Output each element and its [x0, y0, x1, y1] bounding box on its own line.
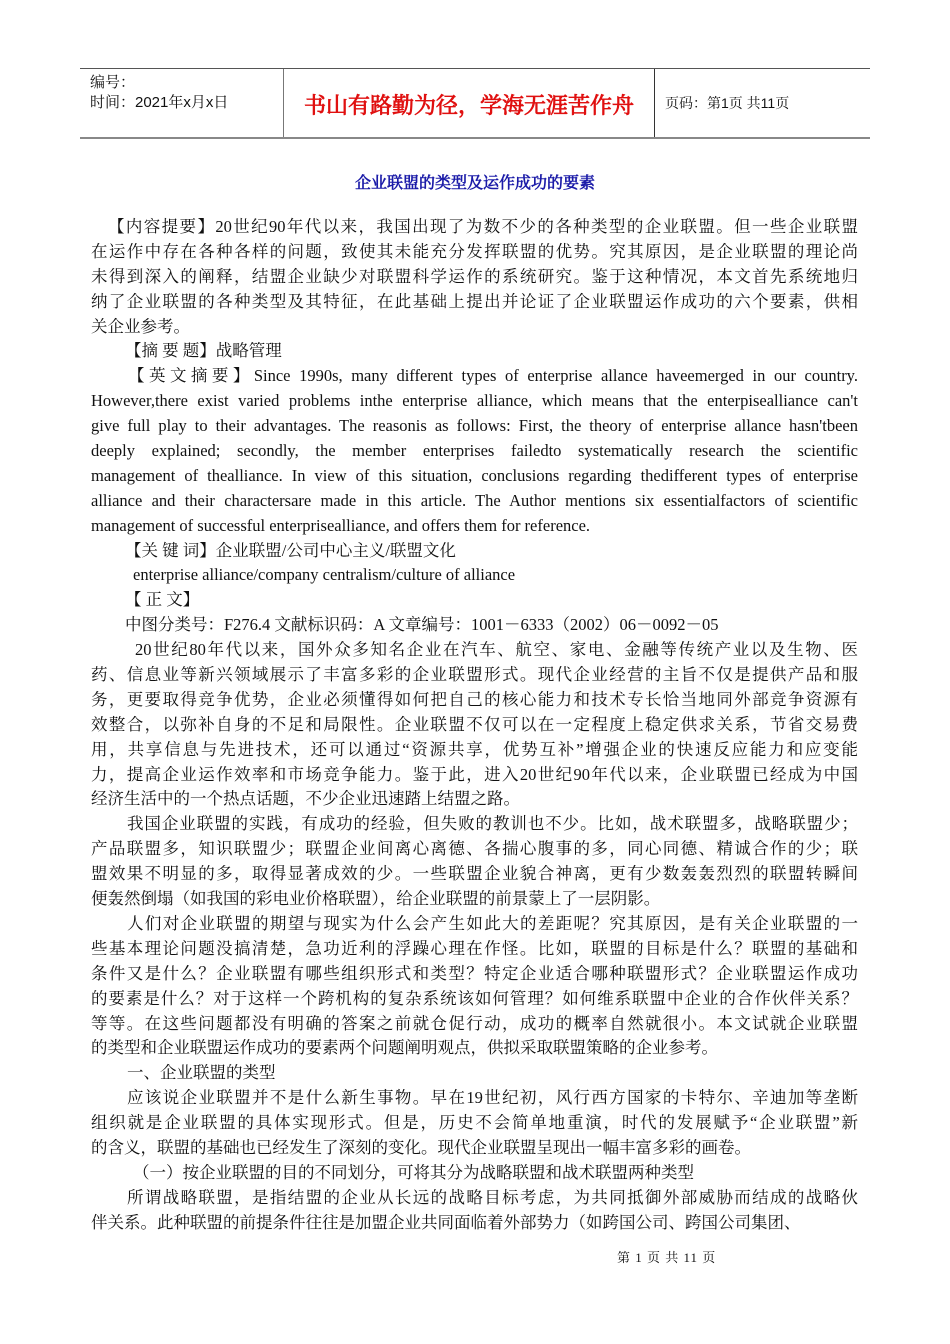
text-line: 所谓战略联盟，是指结盟的企业从长远的战略目标考虑，为共同抵御外部威胁而结成的战略伙	[127, 1187, 858, 1207]
summary-paragraph	[91, 215, 858, 339]
section-heading	[91, 1061, 858, 1086]
text-line: 便轰然倒塌（如我国的彩电业价格联盟），给企业联盟的前景蒙上了一层阴影。	[91, 889, 661, 909]
text-line: 条件又是什么？企业联盟有哪些组织形式和类型？特定企业适合哪种联盟形式？企业联盟运作成功	[91, 963, 858, 983]
text-line: 经济生活中的一个热点话题，不少企业迅速踏上结盟之路。	[91, 789, 520, 809]
text-line: 纳了企业联盟的各种类型及其特征，在此基础上提出并论证了企业联盟运作成功的六个要素，供相	[91, 291, 858, 311]
text-line: 关企业参考。	[91, 316, 190, 336]
page-header	[80, 68, 870, 139]
text-line: 盟效果不明显的多，取得显著成效的少。一些联盟企业貌合神离，更有少数轰轰烈烈的联盟转瞬间	[91, 864, 858, 884]
text-line: 的含义，联盟的基础也已经发生了深刻的变化。现代企业联盟呈现出一幅丰富多彩的画卷。	[91, 1137, 751, 1157]
text-line: 药、信息业等新兴领域展示了丰富多彩的企业联盟形式。现代企业经营的主旨不仅是提供产品和服	[91, 665, 858, 685]
text-line: 【英文摘要】Since 1990s, many different types of enterprise allance haveemerged in our country.	[128, 366, 858, 386]
text-line: However,there exist varied problems inthe enterprise alliance, which means that the enterpisealliance can't	[91, 391, 858, 411]
text-line: 【关 键 词】企业联盟/公司中心主义/联盟文化	[125, 540, 456, 560]
classification-line	[91, 613, 858, 638]
body-paragraph	[91, 912, 858, 1061]
text-line: management of successful enterprisealliance, and offers them for reference.	[91, 515, 591, 535]
body-paragraph	[91, 638, 858, 812]
text-line: 产品联盟多，知识联盟少；联盟企业间离心离德、各揣心腹事的多，同心同德、精诚合作的少；联	[91, 839, 858, 859]
text-line: deeply explained; secondly, the member enterprises failedto systematically research the scientific	[91, 441, 858, 461]
keywords-english	[91, 563, 858, 588]
text-line: 组织就是企业联盟的具体实现形式。但是，历史不会简单地重演，时代的发展赋予“企业联盟”新	[91, 1113, 858, 1133]
body-paragraph	[91, 1186, 858, 1236]
text-line: 未得到深入的阐释，结盟企业缺少对联盟科学运作的系统研究。鉴于这种情况，本文首先系统地归	[91, 266, 858, 286]
text-line: 效整合，以弥补自身的不足和局限性。企业联盟不仅可以在一定程度上稳定供求关系，节省交易费	[91, 714, 858, 734]
header-page-cell	[655, 69, 870, 137]
page-footer: 第 1 页 共 11 页	[617, 1250, 717, 1265]
text-line: 些基本理论问题没搞清楚，急功近利的浮躁心理在作怪。比如，联盟的目标是什么？联盟的基础和	[91, 938, 858, 958]
header-info-cell	[80, 69, 284, 137]
text-line: 【 正 文】	[125, 590, 200, 610]
text-line: alliance and their charactersare made in this article. The Author mentions six essentialfactors of scientific	[91, 490, 858, 510]
text-line: 伴关系。此种联盟的前提条件往往是加盟企业共同面临着外部势力（如跨国公司、跨国公司集团、	[91, 1212, 801, 1232]
body-label	[91, 588, 858, 613]
document-body	[91, 215, 858, 1236]
text-line: 【摘 要 题】战略管理	[125, 341, 282, 361]
text-line: 等等。在这些问题都没有明确的答案之前就仓促行动，成功的概率自然就很小。本文试就企业联盟	[91, 1013, 858, 1033]
text-line: 用，共享信息与先进技术，还可以通过“资源共享，优势互补”增强企业的快速反应能力和应变能	[91, 739, 858, 759]
text-line: give full play to their advantages. The reasonis as follows: First, the theory of enterprise allance hasn'tbeen	[91, 416, 858, 436]
text-line: 的类型和企业联盟运作成功的要素两个问题阐明观点，供拟采取联盟策略的企业参考。	[91, 1038, 718, 1058]
text-line: management of thealliance. In view of this situation, conclusions regarding thedifferent types of enterprise	[91, 465, 858, 485]
page-number-label: 页码：第1页 共11页	[665, 95, 790, 111]
text-line: 我国企业联盟的实践，有成功的经验，但失败的教训也不少。比如，战术联盟多，战略联盟少；	[127, 814, 858, 834]
text-line: enterprise alliance/company centralism/culture of alliance	[133, 565, 516, 585]
header-motto-cell	[284, 69, 655, 137]
english-abstract	[91, 364, 858, 538]
subject-line	[91, 339, 858, 364]
text-line: 人们对企业联盟的期望与现实为什么会产生如此大的差距呢？究其原因，是有关企业联盟的一	[127, 913, 858, 933]
text-line: 应该说企业联盟并不是什么新生事物。早在19世纪初，风行西方国家的卡特尔、辛迪加等垄断	[127, 1088, 858, 1108]
motto: 书山有路勤为径，学海无涯苦作舟	[303, 94, 634, 119]
text-line: 一、企业联盟的类型	[127, 1063, 276, 1083]
text-line: 在运作中存在各种各样的问题，致使其未能充分发挥联盟的优势。究其原因，是企业联盟的理论尚	[91, 241, 858, 261]
body-paragraph	[91, 1086, 858, 1161]
text-line: 中图分类号：F276.4 文献标识码：A 文章编号：1001－6333（2002）06－0092－05	[125, 615, 719, 635]
subsection-heading	[91, 1161, 858, 1186]
document-title: 企业联盟的类型及运作成功的要素	[354, 173, 595, 192]
text-line: 务，更要取得竞争优势，企业必须懂得如何把自己的核心能力和技术专长恰当地同外部竞争资源有	[91, 689, 858, 709]
text-line: 【内容提要】20世纪90年代以来，我国出现了为数不少的各种类型的企业联盟。但一些企业联盟	[108, 217, 858, 236]
body-paragraph	[91, 812, 858, 912]
text-line: 20世纪80年代以来，国外众多知名企业在汽车、航空、家电、金融等传统产业以及生物、医	[135, 640, 858, 660]
text-line: 的要素是什么？对于这样一个跨机构的复杂系统该如何管理？如何维系联盟中企业的合作伙伴关系？	[91, 988, 858, 1008]
text-line: （一）按企业联盟的目的不同划分，可将其分为战略联盟和战术联盟两种类型	[133, 1162, 694, 1182]
keywords-line	[91, 539, 858, 564]
document-number-label: 编号：	[90, 74, 136, 91]
text-line: 力，提高企业运作效率和市场竞争能力。鉴于此，进入20世纪90年代以来，企业联盟已经成为中国	[91, 764, 858, 784]
document-time-label: 时间：2021年x月x日	[90, 94, 229, 111]
